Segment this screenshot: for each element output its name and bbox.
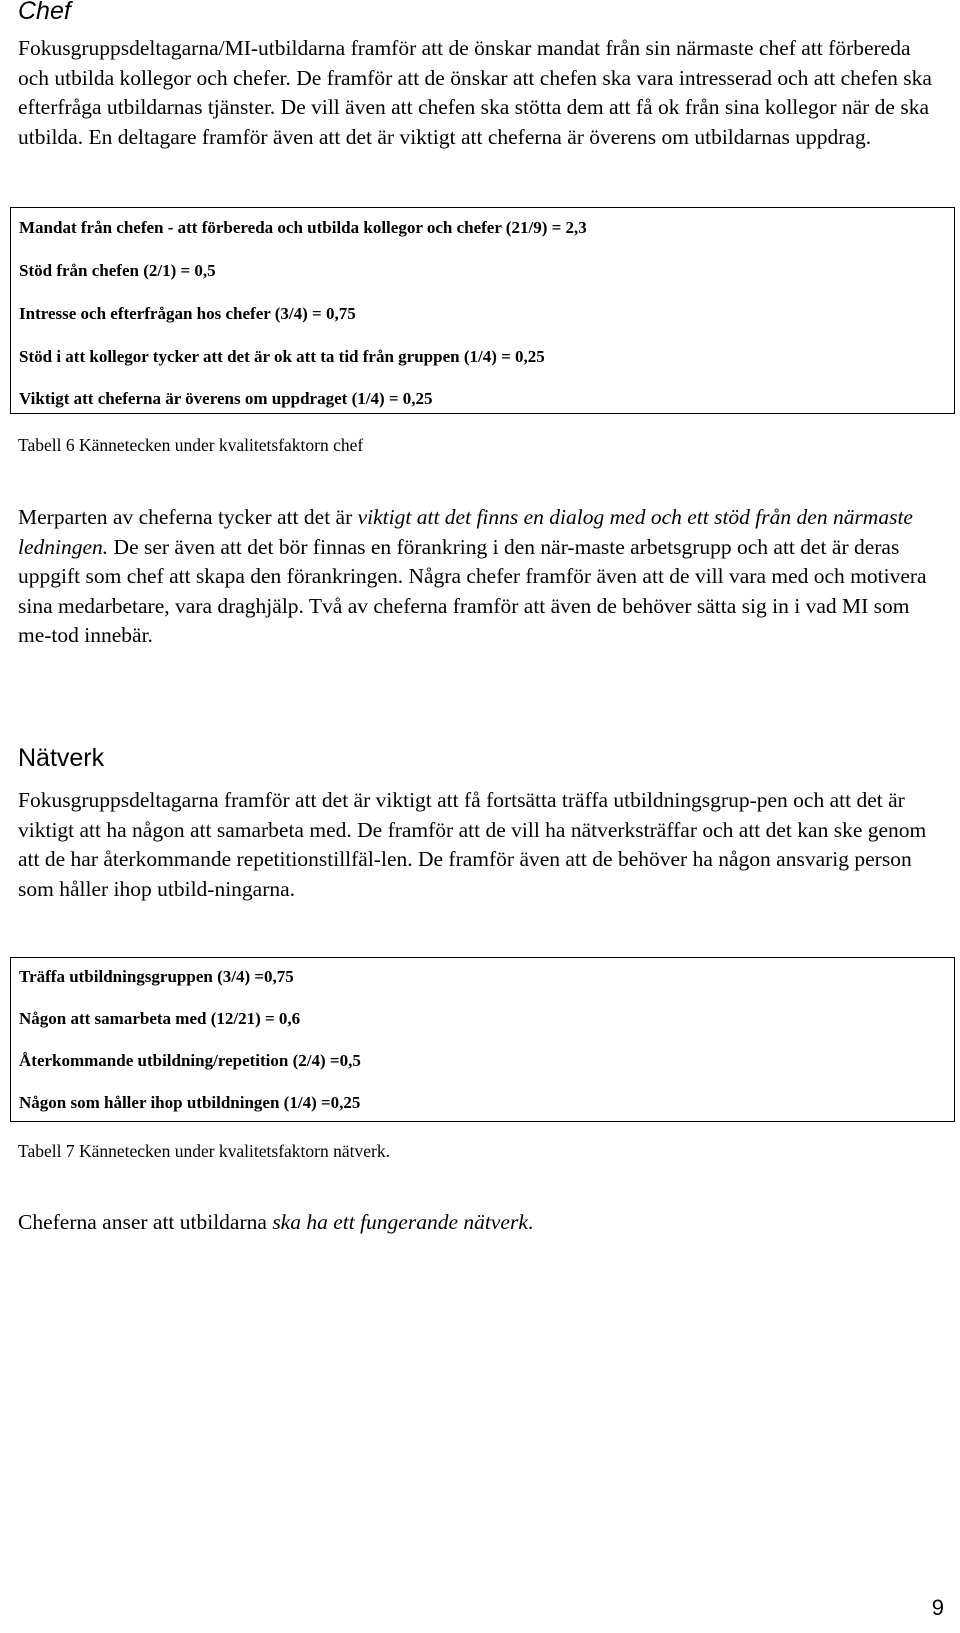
table-row: Återkommande utbildning/repetition (2/4) =0,5 [19,1051,361,1070]
natverk-intro-paragraph: Fokusgruppsdeltagarna framför att det är viktigt att få fortsätta träffa utbildningsgrup-pen och att det är viktigt att ha någon att samarbeta med. De framför att de vill ha nätverksträffar och att det kan ske genom att de har återkommande repetitionstillfäl-len. De framför även att de behöver ha någon ansvarig person som håller ihop utbild-ningarna. [18,788,927,901]
table-6-caption: Tabell 6 Kännetecken under kvalitetsfaktorn chef [18,435,364,455]
chef-intro-paragraph: Fokusgruppsdeltagarna/MI-utbildarna framför att de önskar mandat från sin närmaste chef att förbereda och utbilda kollegor och chefer. De framför att de önskar att chefen ska vara intresserad och att chefen ska efterfråga utbildarnas tjänster. De vill även att chefen ska stötta dem att få ok från sina kollegor när de ska utbilda. En deltagare framför även att det är viktigt att cheferna är överens om utbildarnas uppdrag. [18,36,932,149]
table-row: Träffa utbildningsgruppen (3/4) =0,75 [19,967,294,986]
page-number: 9 [931,1595,944,1620]
section-heading-chef: Chef [18,0,71,25]
natverk-closing-paragraph: Cheferna anser att utbildarna ska ha ett fungerande nätverk. [18,1210,534,1234]
table-6-box [10,207,955,414]
emphasis-text: viktigt att det finns en dialog med och ett stöd från den närmaste ledningen. [18,505,913,559]
table-7-caption: Tabell 7 Kännetecken under kvalitetsfaktorn nätverk. [18,1141,390,1161]
table-row: Stöd i att kollegor tycker att det är ok att ta tid från gruppen (1/4) = 0,25 [19,347,545,366]
table-row: Stöd från chefen (2/1) = 0,5 [19,261,216,280]
chef-paragraph-2: Merparten av cheferna tycker att det är viktigt att det finns en dialog med och ett stöd från den närmaste ledningen. De ser även att det bör finnas en förankring i den när-maste arbetsgrupp och att det är deras uppgift som chef att skapa den förankringen. Några chefer framför även att de vill vara med och motivera sina medarbetare, vara draghjälp. Två av cheferna framför att även de behöver sätta sig in i vad MI som me-tod innebär. [18,505,927,647]
table-row: Någon som håller ihop utbildningen (1/4) =0,25 [19,1093,361,1112]
table-row: Någon att samarbeta med (12/21) = 0,6 [19,1009,301,1028]
emphasis-text: ska ha ett fungerande nätverk [272,1210,528,1234]
table-row: Mandat från chefen - att förbereda och utbilda kollegor och chefer (21/9) = 2,3 [19,218,587,237]
table-7-box [10,957,955,1122]
section-heading-natverk: Nätverk [18,744,105,772]
table-row: Intresse och efterfrågan hos chefer (3/4) = 0,75 [19,304,356,323]
table-row: Viktigt att cheferna är överens om uppdraget (1/4) = 0,25 [19,389,433,408]
